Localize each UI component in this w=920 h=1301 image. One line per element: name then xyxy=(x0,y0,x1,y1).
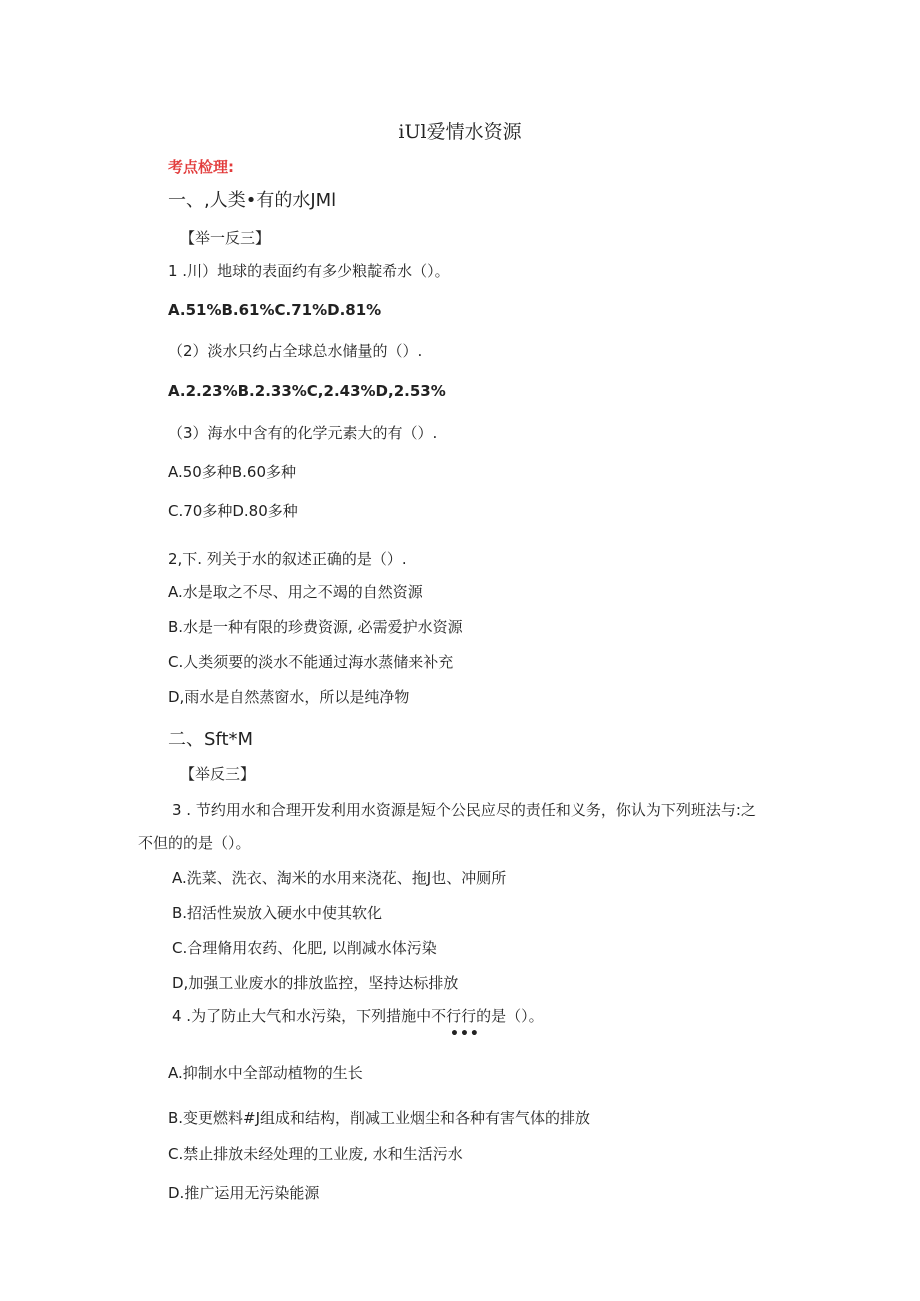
section2-question-4-option-a: A.抑制水中全部动植物的生长 xyxy=(168,1064,363,1082)
question-4-option-a: A.水是取之不尽、用之不竭的自然资源 xyxy=(168,583,423,601)
section2-question-4: 4 .为了防止大气和水污染，下列措施中不行行的是（）。 xyxy=(172,1007,544,1025)
question-3: （3）海水中含有的化学元素大的有（）. xyxy=(168,424,438,442)
question-4-option-c: C.人类须要的淡水不能通过海水蒸储来补充 xyxy=(168,653,454,671)
section2-question-3-option-d: D,加强工业废水的排放监控，坚持达标排放 xyxy=(172,974,459,992)
question-4: 2,下. 列关于水的叙述正确的是（）. xyxy=(168,550,407,568)
section1-practice-label: 【举一反三】 xyxy=(180,229,271,247)
question-3-options-line1: A.50多种B.60多种 xyxy=(168,463,296,481)
section2-question-3-option-c: C.合理脩用农药、化肥, 以削减水体污染 xyxy=(172,939,437,957)
section2-question-3-line1: 3 . 节约用水和合理开发利用水资源是短个公民应尽的责任和义务，你认为下列班法与:之 xyxy=(172,801,756,819)
emphasis-dots: ••• xyxy=(450,1026,480,1042)
question-3-options-line2: C.70多种D.80多种 xyxy=(168,502,298,520)
section2-question-3-option-b: B.招活性炭放入硬水中使其软化 xyxy=(172,904,383,922)
question-4-option-d: D,雨水是自然蒸窗水，所以是纯净物 xyxy=(168,688,410,706)
section-label: 考点检理: xyxy=(168,158,234,176)
section2-question-4-option-b: B.变更燃料#J组成和结构，削减工业烟尘和各种有害气体的排放 xyxy=(168,1109,591,1127)
section2-question-4-option-d: D.推广运用无污染能源 xyxy=(168,1184,320,1202)
question-2-options: A.2.23%B.2.33%C,2.43%D,2.53% xyxy=(168,382,446,400)
section2-heading: 二、Sft*M xyxy=(168,729,254,750)
section2-question-3-option-a: A.洗菜、洗衣、淘米的水用来浇花、拖J也、冲厕所 xyxy=(172,869,507,887)
question-1: 1 .川）地球的表面约有多少粮靛希水（）。 xyxy=(168,262,450,280)
section2-practice-label: 【举反三】 xyxy=(180,765,256,783)
question-4-option-b: B.水是一种有限的珍费资源, 必需爱护水资源 xyxy=(168,618,463,636)
question-1-options: A.51%B.61%C.71%D.81% xyxy=(168,301,382,319)
section2-question-3-line2: 不但的的是（）。 xyxy=(138,834,251,852)
question-2: （2）淡水只约占全球总水储量的（）. xyxy=(168,342,423,360)
section1-heading: 一、,人类•有的水JMl xyxy=(168,190,337,211)
section2-question-4-option-c: C.禁止排放未经处理的工业废, 水和生活污水 xyxy=(168,1145,463,1163)
document-title: iUl爱情水资源 xyxy=(398,121,522,143)
